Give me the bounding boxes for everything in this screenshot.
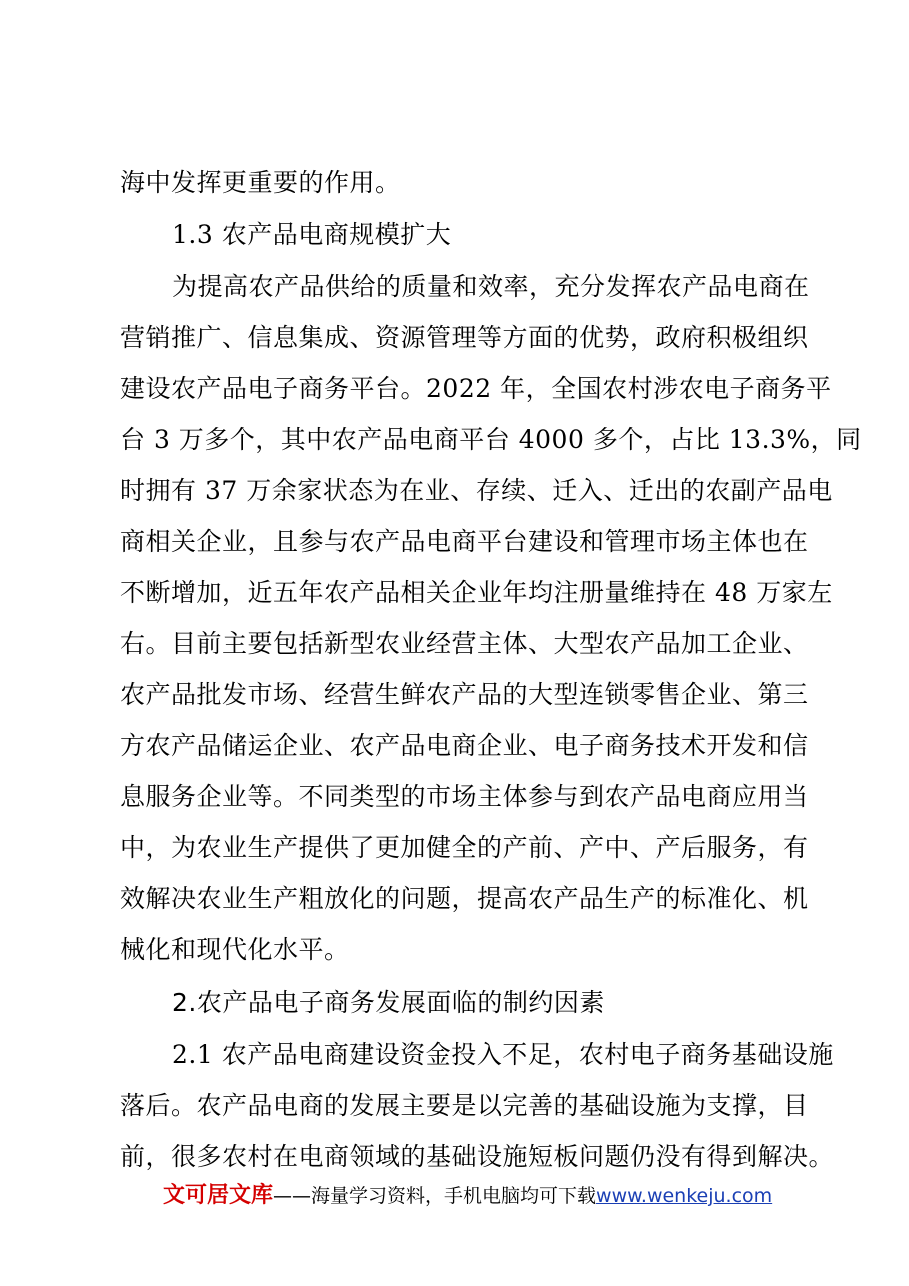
text-line-13: 息服务企业等。不同类型的市场主体参与到农产品电商应用当 xyxy=(120,782,809,811)
text-line-11: 农产品批发市场、经营生鲜农产品的大型连锁零售企业、第三 xyxy=(120,680,809,709)
text-line-20: 前，很多农村在电商领域的基础设施短板问题仍没有得到解决。 xyxy=(120,1142,835,1171)
text-line-9: 不断增加，近五年农产品相关企业年均注册量维持在 48 万家左 xyxy=(120,578,833,607)
text-line-15: 效解决农业生产粗放化的问题，提高农产品生产的标准化、机 xyxy=(120,884,809,913)
text-line-19: 落后。农产品电商的发展主要是以完善的基础设施为支撑，目 xyxy=(120,1091,809,1120)
footer-banner xyxy=(163,1182,803,1210)
text-line-16: 械化和现代化水平。 xyxy=(120,935,350,964)
section-heading-2: 2.农产品电子商务发展面临的制约因素 xyxy=(172,988,605,1017)
text-line-6: 台 3 万多个，其中农产品电商平台 4000 多个，占比 13.3%，同 xyxy=(120,425,862,454)
text-line-12: 方农产品储运企业、农产品电商企业、电子商务技术开发和信 xyxy=(120,731,809,760)
footer-tagline: ——海量学习资料，手机电脑均可下载 xyxy=(273,1185,597,1207)
text-line-18: 2.1 农产品电商建设资金投入不足，农村电子商务基础设施 xyxy=(172,1040,834,1069)
section-heading-1-3: 1.3 农产品电商规模扩大 xyxy=(172,220,452,249)
text-line-7: 时拥有 37 万余家状态为在业、存续、迁入、迁出的农副产品电 xyxy=(120,476,833,505)
text-line-14: 中，为农业生产提供了更加健全的产前、产中、产后服务，有 xyxy=(120,833,809,862)
text-line-1: 海中发挥更重要的作用。 xyxy=(120,168,401,197)
text-line-8: 商相关企业，且参与农产品电商平台建设和管理市场主体也在 xyxy=(120,527,809,556)
text-line-4: 营销推广、信息集成、资源管理等方面的优势，政府积极组织 xyxy=(120,323,809,352)
footer-website-link[interactable]: www.wenkeju.com xyxy=(596,1185,773,1207)
footer-brand: 文可居文库 xyxy=(163,1183,274,1208)
text-line-5: 建设农产品电子商务平台。2022 年，全国农村涉农电子商务平 xyxy=(120,374,832,403)
text-line-10: 右。目前主要包括新型农业经营主体、大型农产品加工企业、 xyxy=(120,629,809,658)
text-line-3: 为提高农产品供给的质量和效率，充分发挥农产品电商在 xyxy=(172,272,810,301)
